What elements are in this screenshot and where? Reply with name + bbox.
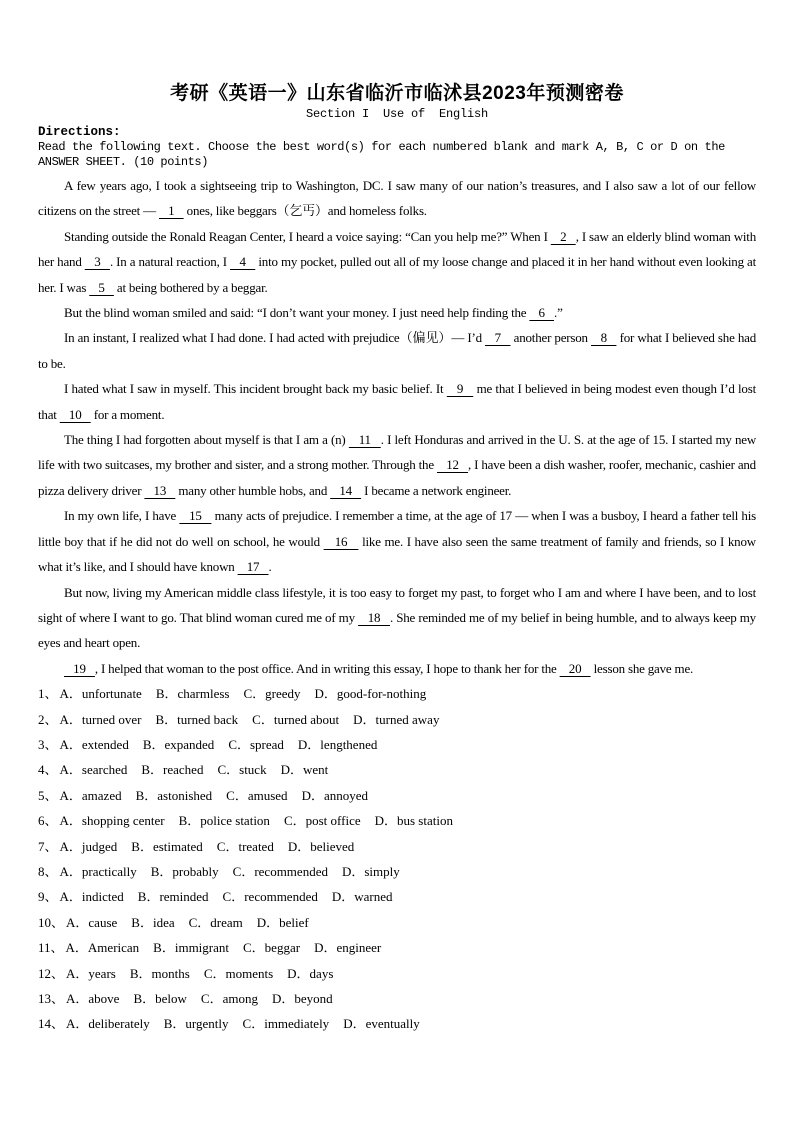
question-14 [38, 1011, 756, 1036]
question-2 [38, 707, 756, 732]
question-6-option-C: C．post office [283, 813, 361, 829]
cloze-blank-1: 1 [159, 203, 184, 219]
cloze-blank-19: 19 [64, 660, 95, 676]
passage-paragraph-8: But now, living my American middle class lifestyle, it is too easy to forget my past, to forget who I am and where I have been, and to lost sight of where I want to go. That blind woman cured me of my 18 . She reminded me of my belief in being humble, and to always keep my eyes and heart open. [38, 584, 756, 651]
question-2-option-D: D．turned away [353, 711, 440, 727]
cloze-blank-9: 9 [446, 381, 474, 397]
question-14-number: 14、 [38, 1016, 65, 1032]
cloze-blank-20: 20 [559, 660, 591, 676]
question-2-option-A: A．turned over [59, 711, 142, 727]
question-10-option-A: A．cause [66, 914, 118, 930]
question-1-option-A: A．unfortunate [59, 686, 142, 702]
question-2-option-B: B．turned back [155, 711, 239, 727]
question-11-option-D: D．engineer [314, 940, 382, 956]
cloze-blank-18: 18 [358, 609, 390, 625]
passage-paragraph-9: 19 , I helped that woman to the post office. And in writing this essay, I hope to thank her for the 20 lesson she gave me. [64, 660, 694, 676]
section-heading: Section I Use of English [305, 107, 489, 121]
question-8-number: 8、 [38, 863, 58, 879]
question-5-option-B: B．astonished [135, 787, 213, 803]
question-7-option-A: A．judged [59, 838, 118, 854]
question-12-option-D: D．days [287, 965, 334, 981]
question-14-option-D: D．eventually [343, 1016, 420, 1032]
question-3-number: 3、 [38, 736, 58, 752]
question-5 [38, 783, 756, 808]
passage-paragraph-6: The thing I had forgotten about myself is that I am a (n) 11 . I left Honduras and arrived in the U. S. at the age of 15. I started my new life with two suitcases, my brother and sister, and a strong mother. Through the 12 , I have been a dish washer, roofer, mechanic, cashier and pizza delivery driver 13 many other humble hobs, and 14 I became a network engineer. [38, 432, 757, 498]
question-11 [38, 935, 756, 960]
question-6-option-A: A．shopping center [59, 813, 165, 829]
passage-paragraph-7: In my own life, I have 15 many acts of prejudice. I remember a time, at the age of 17 — when I was a busboy, I heard a father tell his little boy that if he did not do well on school, he would 16 like me. I have also seen the same treatment of family and friends, so I know what it’s like, and I should have known 17 . [38, 508, 757, 575]
question-11-option-B: B．immigrant [153, 940, 230, 956]
passage-paragraph-3: But the blind woman smiled and said: “I don’t want your money. I just need help finding the 6 .” [64, 305, 563, 321]
question-12-number: 12、 [38, 965, 65, 981]
cloze-blank-15: 15 [179, 508, 212, 524]
question-7-option-C: C．treated [216, 838, 274, 854]
question-2-number: 2、 [38, 711, 58, 727]
question-6 [38, 808, 756, 833]
question-13 [38, 986, 756, 1011]
cloze-blank-6: 6 [529, 305, 555, 321]
question-1-number: 1、 [38, 686, 58, 702]
directions-text-line-2: ANSWER SHEET. (10 points) [38, 155, 209, 169]
cloze-blank-13: 13 [144, 482, 176, 498]
directions-label: Directions: [38, 125, 121, 139]
question-4-option-D: D．went [280, 762, 329, 778]
question-6-option-D: D．bus station [374, 813, 453, 829]
cloze-blank-5: 5 [89, 279, 114, 295]
question-4 [38, 757, 756, 782]
page-title: 考研《英语一》山东省临沂市临沭县2023年预测密卷 [170, 83, 624, 104]
question-8-option-B: B．probably [150, 863, 219, 879]
question-5-option-C: C．amused [226, 787, 288, 803]
question-3-option-A: A．extended [59, 736, 129, 752]
question-5-option-A: A．amazed [59, 787, 122, 803]
question-3-option-D: D．lengthened [297, 736, 378, 752]
question-5-number: 5、 [38, 787, 58, 803]
question-7-option-D: D．believed [287, 838, 355, 854]
question-11-option-A: A．American [65, 940, 140, 956]
passage-paragraph-4: In an instant, I realized what I had done. I had acted with prejudice（偏见）— I’d 7 another person 8 for what I believed she had to be. [38, 330, 756, 371]
question-8-option-C: C．recommended [232, 863, 328, 879]
question-list [38, 681, 756, 1037]
question-9-option-C: C．recommended [222, 889, 318, 905]
cloze-blank-12: 12 [436, 457, 469, 473]
question-14-option-A: A．deliberately [66, 1016, 150, 1032]
passage-paragraph-5: I hated what I saw in myself. This incident brought back my basic belief. It 9 me that I believed in being modest even though I’d lost that 10 for a moment. [38, 381, 757, 422]
question-13-option-D: D．beyond [271, 991, 333, 1006]
question-14-option-B: B．urgently [163, 1016, 229, 1032]
cloze-blank-14: 14 [330, 482, 362, 498]
question-4-option-A: A．searched [59, 762, 128, 778]
cloze-blank-16: 16 [323, 533, 359, 549]
question-4-option-C: C．stuck [217, 762, 267, 778]
question-5-option-D: D．annoyed [301, 787, 368, 803]
question-6-number: 6、 [38, 813, 58, 829]
cloze-passage [38, 173, 756, 681]
cloze-blank-10: 10 [59, 406, 91, 422]
question-13-option-B: B．below [133, 991, 187, 1006]
cloze-blank-17: 17 [237, 559, 269, 575]
question-12-option-B: B．months [129, 965, 190, 981]
question-13-option-C: C．among [200, 991, 258, 1006]
question-1-option-B: B．charmless [155, 686, 230, 702]
cloze-blank-11: 11 [348, 432, 381, 448]
question-9-option-B: B．reminded [137, 889, 209, 905]
question-4-number: 4、 [38, 762, 58, 778]
question-7 [38, 834, 756, 859]
question-1 [38, 681, 756, 706]
directions-block [38, 125, 756, 170]
question-7-option-B: B．estimated [131, 838, 203, 854]
question-3-option-C: C．spread [228, 736, 284, 752]
question-9-option-D: D．warned [331, 889, 393, 905]
question-10-option-C: C．dream [188, 914, 243, 930]
question-9-number: 9、 [38, 889, 58, 905]
question-10-option-D: D．belief [256, 914, 309, 930]
question-8 [38, 859, 756, 884]
passage-paragraph-1: A few years ago, I took a sightseeing trip to Washington, DC. I saw many of our nation’s treasures, and I also saw a lot of our fellow citizens on the street — 1 ones, like beggars（乞丐）and homeless folks. [38, 178, 756, 219]
question-1-option-D: D．good-for-nothing [314, 686, 427, 702]
question-13-option-A: A．above [66, 991, 120, 1006]
cloze-blank-3: 3 [84, 254, 110, 270]
question-12-option-C: C．moments [203, 965, 274, 981]
question-4-option-B: B．reached [141, 762, 204, 778]
question-8-option-A: A．practically [59, 863, 137, 879]
passage-paragraph-2: Standing outside the Ronald Reagan Center, I heard a voice saying: “Can you help me?” When I 2 , I saw an elderly blind woman with her hand 3 . In a natural reaction, I 4 into my pocket, pulled out all of my loose change and placed it in her hand without even looking at her. I was 5 at being bothered by a beggar. [38, 228, 757, 295]
question-2-option-C: C．turned about [252, 711, 340, 727]
question-10 [38, 910, 756, 935]
question-9 [38, 884, 756, 909]
question-10-option-B: B．idea [131, 914, 175, 930]
question-8-option-D: D．simply [341, 863, 400, 879]
cloze-blank-7: 7 [485, 330, 511, 346]
directions-text-line-1: Read the following text. Choose the best word(s) for each numbered blank and mark A, B, C or D on the [38, 140, 725, 154]
question-12-option-A: A．years [66, 965, 116, 981]
question-13-number: 13、 [38, 991, 65, 1006]
cloze-blank-8: 8 [591, 330, 617, 346]
question-3 [38, 732, 756, 757]
question-11-number: 11、 [38, 940, 64, 956]
cloze-blank-4: 4 [230, 254, 256, 270]
question-14-option-C: C．immediately [242, 1016, 330, 1032]
question-12 [38, 961, 756, 986]
question-9-option-A: A．indicted [59, 889, 124, 905]
question-10-number: 10、 [38, 914, 65, 930]
question-11-option-C: C．beggar [243, 940, 301, 956]
cloze-blank-2: 2 [550, 228, 576, 244]
question-7-number: 7、 [38, 838, 58, 854]
question-3-option-B: B．expanded [142, 736, 215, 752]
question-6-option-B: B．police station [178, 813, 270, 829]
question-1-option-C: C．greedy [243, 686, 301, 702]
